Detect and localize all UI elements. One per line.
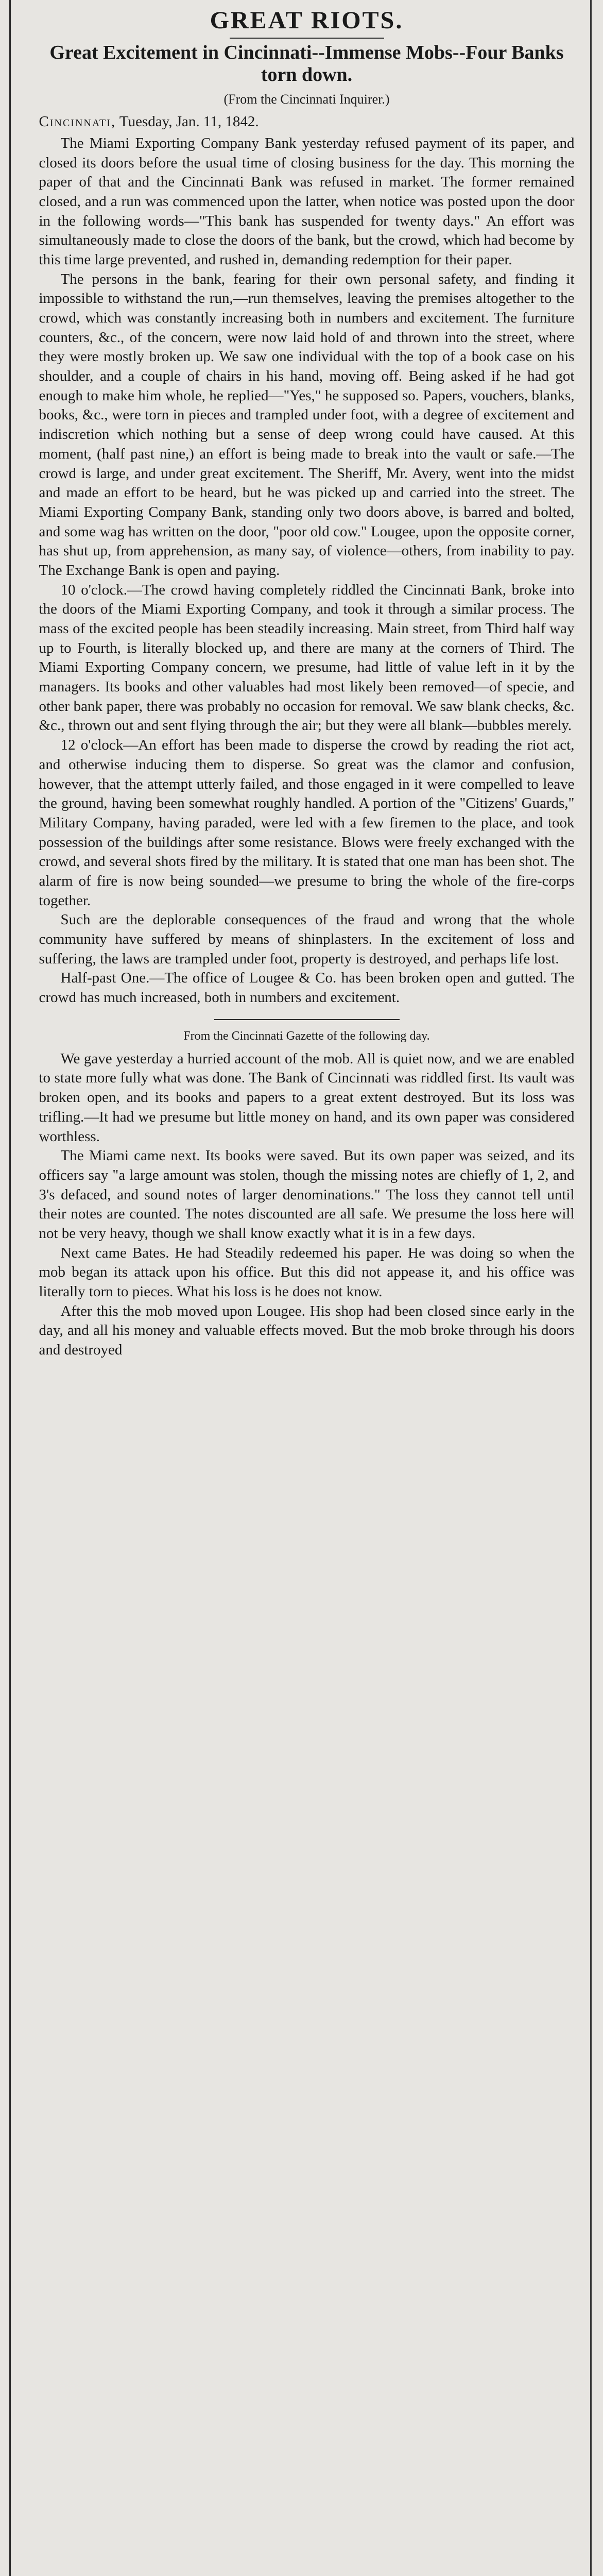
- dateline: [39, 112, 575, 132]
- article-paragraph: 10 o'clock.—The crowd having completely riddled the Cincinnati Bank, broke into the doors of the Miami Exporting Company, and took it through a similar process. The mass of the excited people has been steadily increasing. Main street, from Third half way up to Fourth, is literally blocked up, and there are many at the corners of Third. The Miami Exporting Company concern, we presume, had little of value left in it by the managers. Its books and other valuables had most likely been removed—of specie, and other bank paper, there was probably no occasion for removal. We saw blank checks, &c. &c., thrown out and sent flying through the air; but they were all blank—bubbles merely.: [39, 581, 575, 734]
- article-paragraph: The Miami Exporting Company Bank yesterday refused payment of its paper, and closed its doors before the usual time of closing business for the day. This morning the paper of that and the Cincinnati Bank was refused in market. The former remained closed, and a run was commenced upon the latter, when notice was posted upon the door in the following words—"This bank has suspended for twenty days." An effort was simultaneously made to close the doors of the bank, but the crowd, which had become by this time large prevented, and rushed in, demanding redemption for their paper.: [39, 134, 575, 268]
- source-line: (From the Cincinnati Inquirer.): [223, 92, 390, 107]
- article-paragraph: Such are the deplorable consequences of the fraud and wrong that the whole community have suffered by means of shinplasters. In the excitement of loss and suffering, the laws are trampled under foot, property is destroyed, and perhaps life lost.: [39, 911, 575, 967]
- article-paragraph: Next came Bates. He had Steadily redeemed his paper. He was doing so when the mob began its attack upon his office. But this did not appease it, and his office was literally torn to pieces. What his loss is he does not know.: [39, 1244, 575, 1300]
- article-column: [39, 7, 575, 1360]
- dateline-city: Cincinnati,: [39, 113, 116, 130]
- article-paragraph: The Miami came next. Its books were saved. But its own paper was seized, and its officers say "a large amount was stolen, though the missing notes are chiefly of 1, 2, and 3's defaced, and sound notes of larger denominations." The loss they cannot tell until their notes are counted. The notes discounted are all safe. We presume the loss here will not be very heavy, though we shall know exactly what it is in a few days.: [39, 1147, 575, 1242]
- dateline-date: Tuesday, Jan. 11, 1842.: [119, 113, 259, 130]
- source-line-gazette: From the Cincinnati Gazette of the following day.: [183, 1029, 430, 1043]
- right-column-rule: [590, 0, 592, 2576]
- headline: GREAT RIOTS.: [210, 7, 404, 34]
- subheadline: Great Excitement in Cincinnati--Immense Mobs--Four Banks torn down.: [49, 41, 564, 86]
- article-paragraph: The persons in the bank, fearing for their own personal safety, and finding it impossible to withstand the run,—run themselves, leaving the premises altogether to the crowd, which was constantly increasing both in numbers and excitement. The furniture counters, &c., of the concern, were now laid hold of and thrown into the street, where they were mostly broken up. We saw one individual with the top of a book case on his shoulder, and a couple of chairs in his hand, moving off. Being asked if he had got enough to make him whole, he replied—"Yes," he supposed so. Papers, vouchers, blanks, books, &c., were torn in pieces and trampled under foot, with a degree of excitement and indiscretion which nothing but a sense of deep wrong could have caused. At this moment, (half past nine,) an effort is being made to break into the vault or safe.—The crowd is large, and under great excitement. The Sheriff, Mr. Avery, went into the midst and made an effort to be heard, but he was picked up and carried into the street. The Miami Exporting Company Bank, standing only two doors above, is barred and bolted, and some wag has written on the door, "poor old cow." Lougee, upon the opposite corner, has shut up, from apprehension, as many say, of violence—others, from inability to pay. The Exchange Bank is open and paying.: [39, 270, 575, 579]
- headline-rule: [230, 38, 384, 39]
- article-paragraph: Half-past One.—The office of Lougee & Co. has been broken open and gutted. The crowd has much increased, both in numbers and excitement.: [39, 970, 575, 1006]
- left-column-rule: [9, 0, 11, 2576]
- section-divider: [214, 1019, 400, 1020]
- article-paragraph: After this the mob moved upon Lougee. His shop had been closed since early in the day, and all his money and valuable effects moved. But the mob broke through his doors and destroyed: [39, 1302, 575, 1359]
- article-paragraph: We gave yesterday a hurried account of the mob. All is quiet now, and we are enabled to state more fully what was done. The Bank of Cincinnati was riddled first. Its vault was broken open, and its books and papers to a great extent destroyed. But its loss was trifling.—It had we presume but little money on hand, and its own paper was considered worthless.: [39, 1050, 575, 1145]
- article-paragraph: 12 o'clock—An effort has been made to disperse the crowd by reading the riot act, and otherwise inducing them to disperse. So great was the clamor and confusion, however, that the attempt utterly failed, and those engaged in it were compelled to leave the ground, having been somewhat roughly handled. A portion of the "Citizens' Guards," Military Company, having paraded, were led with a few firemen to the place, and took possession of the buildings after some resistance. Blows were freely exchanged with the crowd, and several shots fired by the military. It is stated that one man has been shot. The alarm of fire is now being sounded—we presume to bring the whole of the fire-corps together.: [39, 737, 575, 909]
